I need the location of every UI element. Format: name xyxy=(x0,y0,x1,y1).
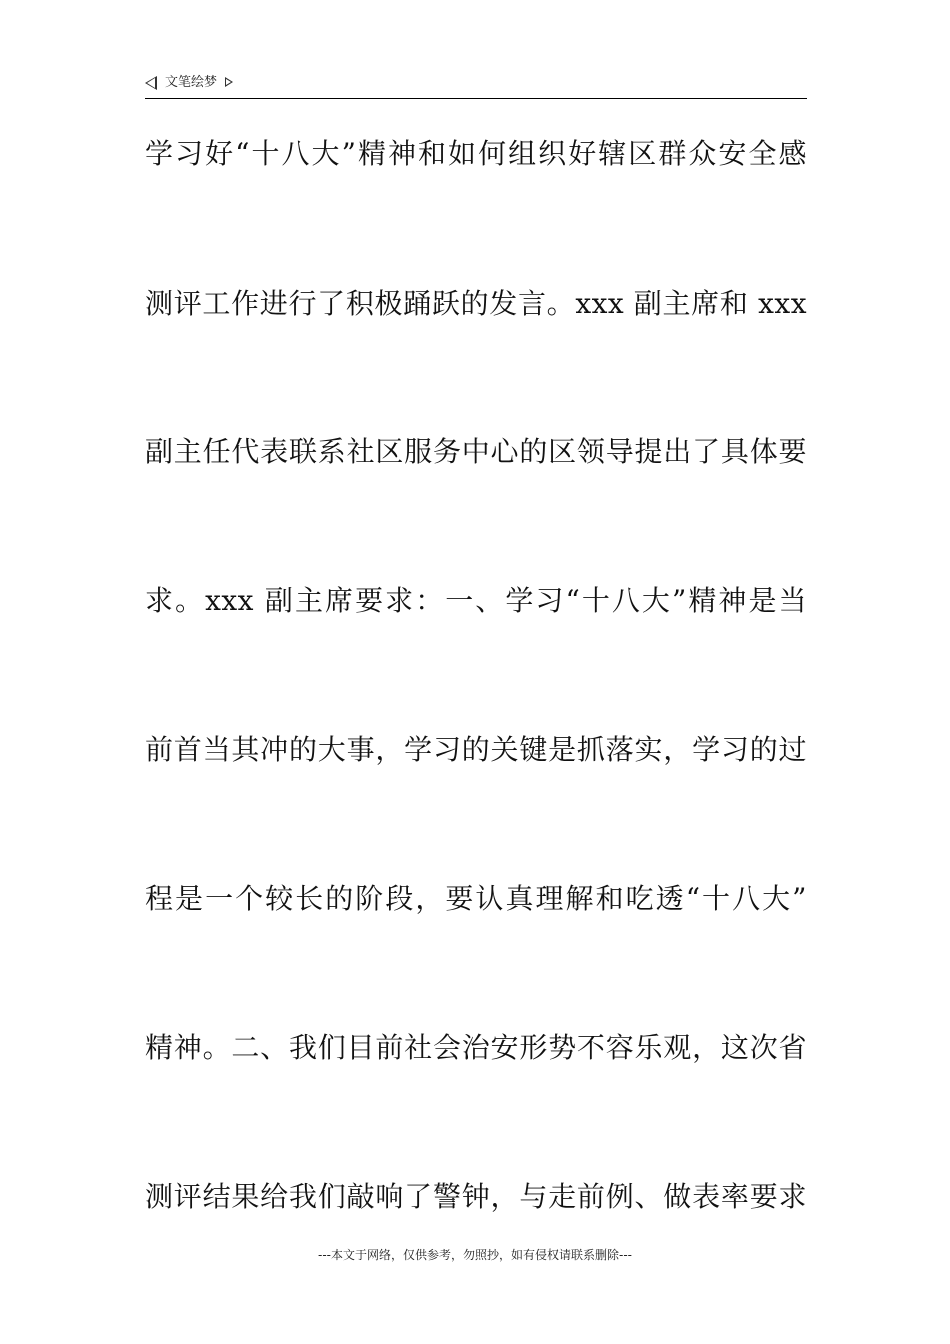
body-text-line: 学习好“十八大”精神和如何组织好辖区群众安全感 xyxy=(145,137,807,170)
body-text-line: 程是一个较长的阶段，要认真理解和吃透“十八大” xyxy=(145,882,807,915)
body-text-line: 副主任代表联系社区服务中心的区领导提出了具体要 xyxy=(145,435,807,468)
body-text-line: 测评工作进行了积极踊跃的发言。xxx 副主席和 xxx xyxy=(145,287,807,320)
triangle-left-icon xyxy=(145,76,157,90)
body-text-line: 求。xxx 副主席要求：一、学习“十八大”精神是当 xyxy=(145,584,807,617)
body-text-line: 测评结果给我们敲响了警钟，与走前例、做表率要求 xyxy=(145,1180,807,1213)
body-text-line: 精神。二、我们目前社会治安形势不容乐观，这次省 xyxy=(145,1031,807,1064)
footer-notice: ---本文于网络，仅供参考，勿照抄，如有侵权请联系删除--- xyxy=(318,1248,632,1262)
triangle-right-icon xyxy=(225,77,233,87)
body-text-line: 前首当其冲的大事，学习的关键是抓落实，学习的过 xyxy=(145,733,807,766)
header-brand: 文笔绘梦 xyxy=(165,75,218,90)
page-header xyxy=(145,74,807,99)
